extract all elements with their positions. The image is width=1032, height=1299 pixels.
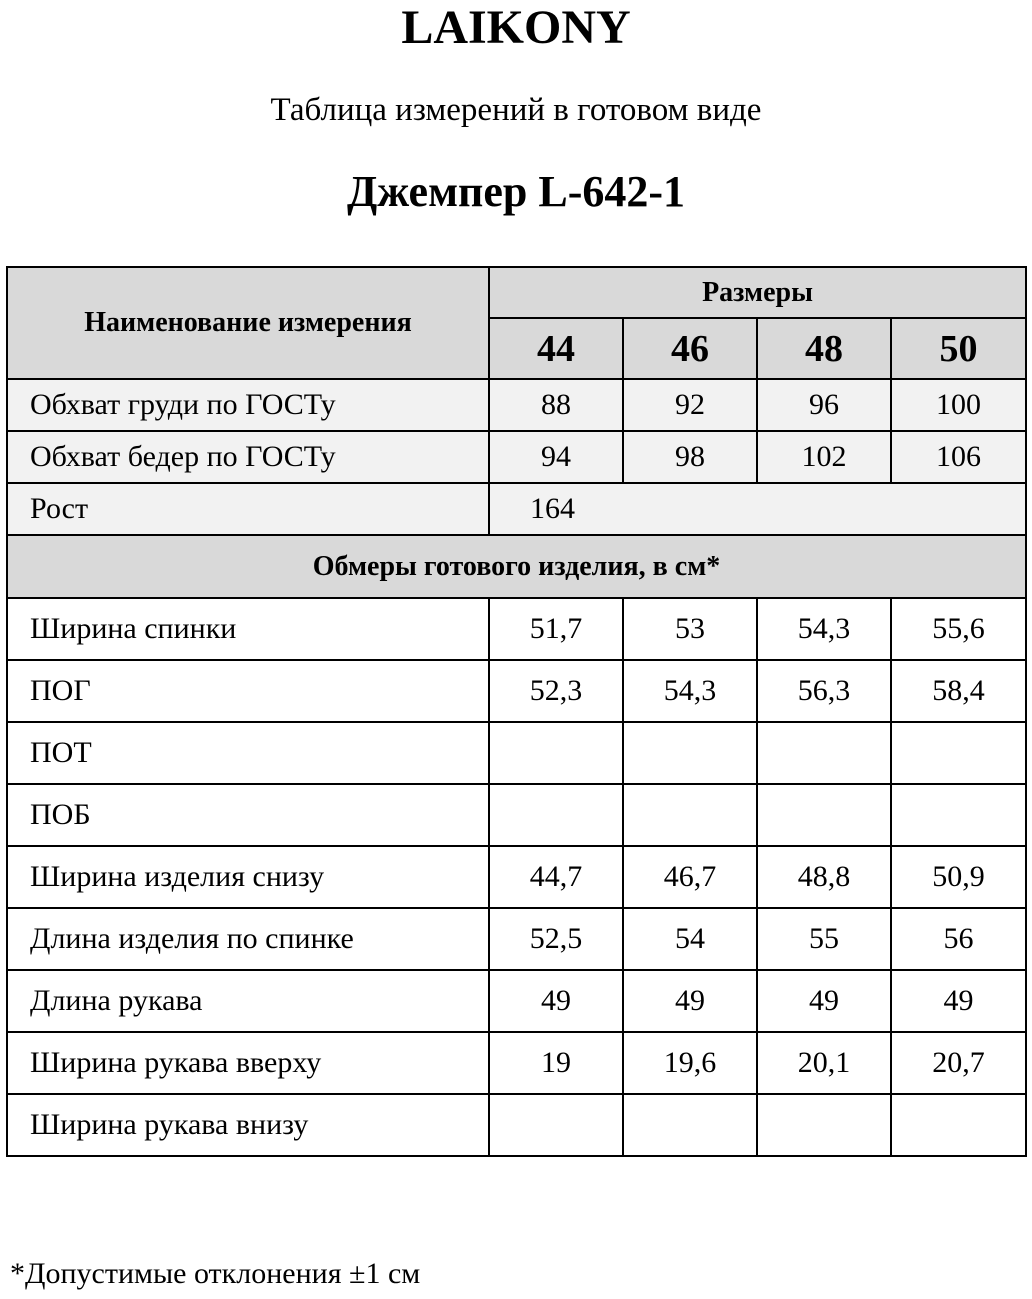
size-column-header: 50 (891, 318, 1026, 379)
name-column-header: Наименование измерения (7, 267, 489, 379)
table-cell: 19 (489, 1032, 623, 1094)
row-label: Ширина рукава вверху (7, 1032, 489, 1094)
table-cell: 46,7 (623, 846, 757, 908)
row-label: ПОТ (7, 722, 489, 784)
table-cell (623, 722, 757, 784)
table-row (7, 722, 1026, 784)
table-cell: 53 (623, 598, 757, 660)
section-row (7, 535, 1026, 598)
table-cell: 54 (623, 908, 757, 970)
table-cell: 58,4 (891, 660, 1026, 722)
table-cell (757, 784, 891, 846)
row-label: Ширина спинки (7, 598, 489, 660)
table-subtitle: Таблица измерений в готовом виде (270, 92, 762, 128)
size-column-header: 44 (489, 318, 623, 379)
row-label: Длина рукава (7, 970, 489, 1032)
table-row (7, 379, 1026, 431)
table-cell: 102 (757, 431, 891, 483)
table-cell (489, 1094, 623, 1156)
section-title: Обмеры готового изделия, в см* (7, 535, 1026, 598)
sizes-header: Размеры (489, 267, 1026, 318)
table-cell (623, 1094, 757, 1156)
table-cell: 48,8 (757, 846, 891, 908)
table-cell: 49 (757, 970, 891, 1032)
table-cell: 55,6 (891, 598, 1026, 660)
table-cell: 55 (757, 908, 891, 970)
row-label: ПОГ (7, 660, 489, 722)
table-row (7, 846, 1026, 908)
table-cell (891, 1094, 1026, 1156)
table-cell: 49 (623, 970, 757, 1032)
row-label: Обхват груди по ГОСТу (7, 379, 489, 431)
table-cell: 56 (891, 908, 1026, 970)
table-cell (489, 784, 623, 846)
table-row (7, 1094, 1026, 1156)
height-value: 164 (489, 483, 1026, 535)
table-cell (757, 1094, 891, 1156)
table-cell: 106 (891, 431, 1026, 483)
table-cell (757, 722, 891, 784)
table-row-height (7, 483, 1026, 535)
table-row (7, 908, 1026, 970)
row-label: Длина изделия по спинке (7, 908, 489, 970)
table-cell: 52,3 (489, 660, 623, 722)
table-cell: 94 (489, 431, 623, 483)
table-cell: 92 (623, 379, 757, 431)
table-cell (891, 722, 1026, 784)
table-cell: 54,3 (623, 660, 757, 722)
row-label: Ширина изделия снизу (7, 846, 489, 908)
row-label: Обхват бедер по ГОСТу (7, 431, 489, 483)
table-cell: 20,1 (757, 1032, 891, 1094)
table-row (7, 1032, 1026, 1094)
table-cell: 51,7 (489, 598, 623, 660)
table-cell: 50,9 (891, 846, 1026, 908)
row-label: Ширина рукава внизу (7, 1094, 489, 1156)
product-title: Джемпер L-642-1 (346, 167, 686, 216)
row-label: ПОБ (7, 784, 489, 846)
table-cell: 56,3 (757, 660, 891, 722)
brand-title: LAIKONY (401, 1, 631, 54)
size-column-header: 46 (623, 318, 757, 379)
table-row (7, 598, 1026, 660)
row-label: Рост (7, 483, 489, 535)
table-cell: 100 (891, 379, 1026, 431)
table-cell: 49 (891, 970, 1026, 1032)
table-cell: 44,7 (489, 846, 623, 908)
table-cell: 20,7 (891, 1032, 1026, 1094)
table-cell: 49 (489, 970, 623, 1032)
table-cell (623, 784, 757, 846)
measurements-table (6, 266, 1027, 1157)
table-cell: 98 (623, 431, 757, 483)
table-cell: 54,3 (757, 598, 891, 660)
table-row (7, 431, 1026, 483)
table-cell (891, 784, 1026, 846)
table-row (7, 970, 1026, 1032)
table-cell (489, 722, 623, 784)
table-cell: 96 (757, 379, 891, 431)
header-row-top (7, 267, 1026, 318)
table-row (7, 660, 1026, 722)
table-cell: 19,6 (623, 1032, 757, 1094)
footnote: *Допустимые отклонения ±1 см (10, 1257, 421, 1290)
table-cell: 52,5 (489, 908, 623, 970)
size-column-header: 48 (757, 318, 891, 379)
table-row (7, 784, 1026, 846)
table-cell: 88 (489, 379, 623, 431)
